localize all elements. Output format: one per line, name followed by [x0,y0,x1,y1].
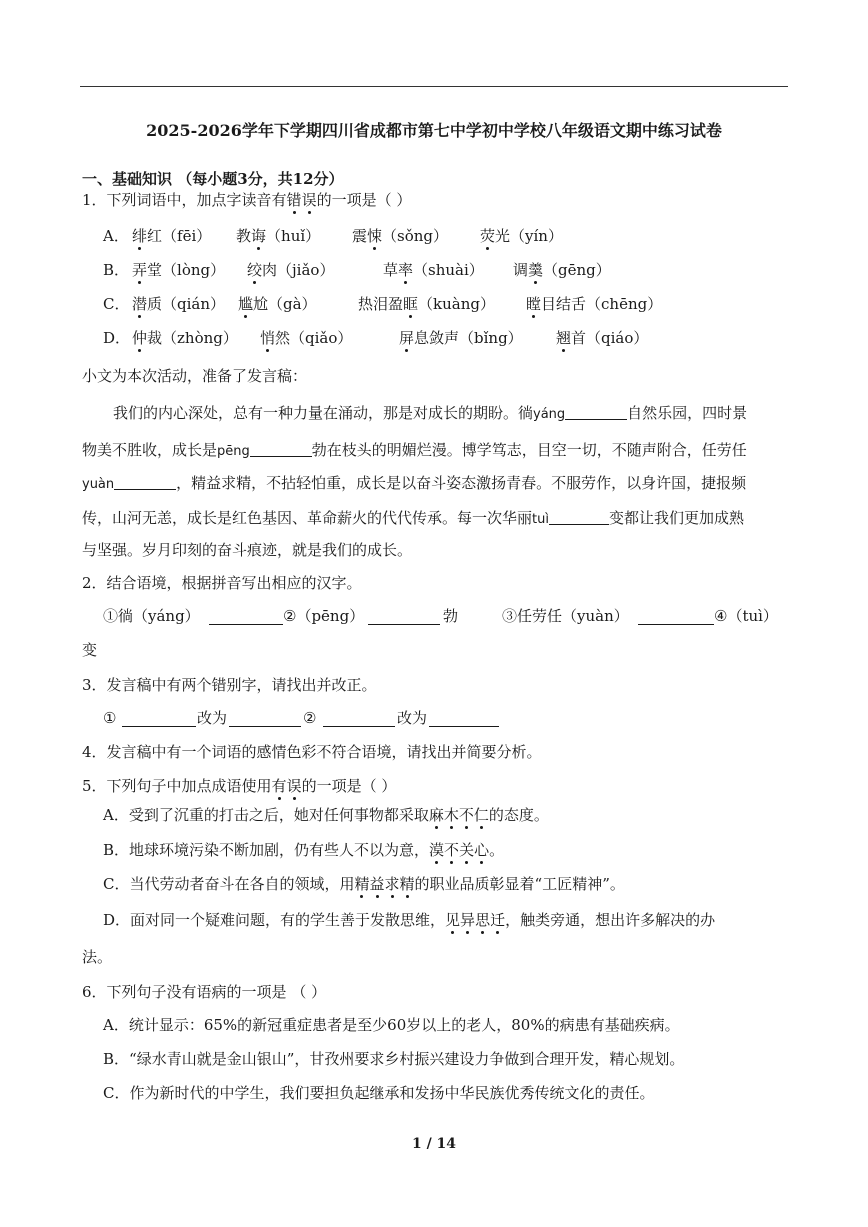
answer-blank[interactable] [229,710,301,727]
question-6-option-b: B．“绿水青山就是金山银山”，甘孜州要求乡村振兴建设力争做到合理开发，精心规划。 [103,1050,685,1068]
question-6-option-c: C．作为新时代的中学生，我们要担负起继承和发扬中华民族优秀传统文化的责任。 [103,1084,655,1102]
question-4-stem: 4．发言稿中有一个词语的感情色彩不符合语境，请找出并简要分析。 [82,743,542,761]
question-5-stem: 5．下列句子中加点成语使用有误的一项是（ ） [82,777,397,795]
question-5-option-c: C．当代劳动者奋斗在各自的领域，用精益求精的职业品质彰显着“工匠精神”。 [103,875,625,893]
page-number: 1 / 14 [411,1136,457,1152]
passage-line-2: 物美不胜收，成长是pēng 勃在枝头的明媚烂漫。博学笃志，目空一切，不随声附合，任劳任 [82,441,747,459]
passage-line-5: 与坚强。岁月印刻的奋斗痕迹，就是我们的成长。 [82,541,413,559]
question-5-option-d: D．面对同一个疑难问题，有的学生善于发散思维，见异思迁，触类旁通，想出许多解决的办 [103,911,716,929]
question-5-option-a: A．受到了沉重的打击之后，她对任何事物都采取麻木不仁的态度。 [103,806,549,824]
question-5-option-d-wrap: 法。 [82,948,113,966]
exam-title: 2025-2026学年下学期四川省成都市第七中学初中学校八年级语文期中练习试卷 [146,121,722,140]
answer-blank[interactable] [638,608,714,625]
answer-blank[interactable] [323,710,395,727]
question-2-stem: 2．结合语境，根据拼音写出相应的汉字。 [82,574,362,592]
answer-blank[interactable] [429,710,499,727]
question-2-wrap: 变 [82,641,98,659]
answer-blank[interactable] [122,710,196,727]
passage-line-4: 传，山河无恙，成长是红色基因、革命薪火的代代传承。每一次华丽tuì 变都让我们更加成熟 [82,509,744,527]
question-3-stem: 3．发言稿中有两个错别字，请找出并改正。 [82,676,377,694]
question-1-stem: 1．下列词语中，加点字读音有错误的一项是（ ） [82,191,412,209]
passage-line-3: yuàn ，精益求精，不拈轻怕重，成长是以奋斗姿态激扬青春。不服劳作，以身许国，捷报频 [82,474,747,492]
question-5-option-b: B．地球环境污染不断加剧，仍有些人不以为意，漠不关心。 [103,841,505,859]
passage-line-1: 我们的内心深处，总有一种力量在涌动，那是对成长的期盼。徜yáng 自然乐园，四时景 [113,404,748,422]
speech-intro: 小文为本次活动，准备了发言稿： [82,367,308,385]
question-6-stem: 6．下列句子没有语病的一项是 （ ） [82,983,327,1001]
question-6-option-a: A．统计显示：65%的新冠重症患者是至少60岁以上的老人，80%的病患有基础疾病。 [103,1016,680,1034]
header-rule [80,86,788,87]
section-heading: 一、基础知识 （每小题3分，共12分） [82,170,344,188]
answer-blank[interactable] [209,608,283,625]
answer-blank[interactable] [368,608,440,625]
